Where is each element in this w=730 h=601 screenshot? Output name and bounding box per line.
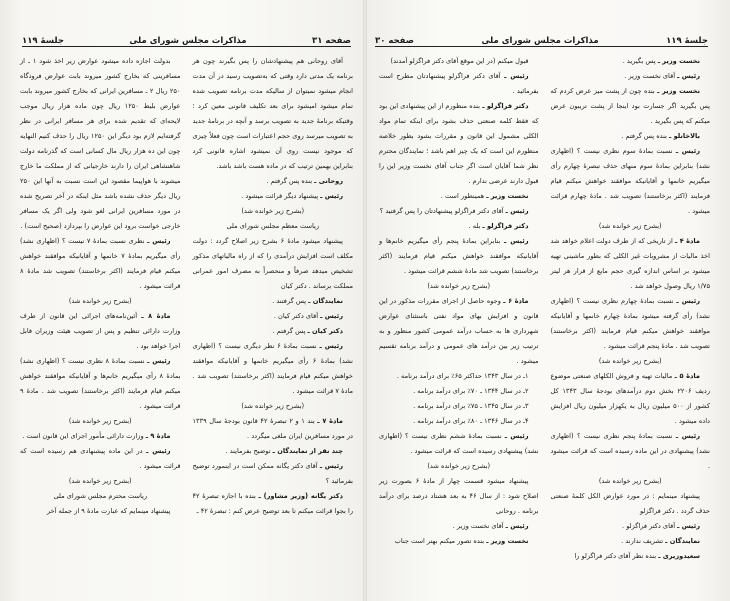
paragraph xyxy=(551,54,711,69)
paragraph xyxy=(193,174,354,189)
paragraph-text: بند ۱ و ۲ تبصرهٔ ۴۲ قانون بودجهٔ سال ۱۳۳۹ در مورد مسافرین ایران ملغی میگردد . xyxy=(192,417,353,440)
paragraph xyxy=(551,429,711,474)
paragraph xyxy=(551,144,711,219)
paragraph-text: پیشنهاد میشود قسمت چهار از مادهٔ ۶ بصورت زیر اصلاح شود : از سال ۴۶ به بعد هشتاد درصد برای درآمد برنامه . روحانی xyxy=(379,477,539,515)
paragraph xyxy=(379,69,539,99)
right-page-outer-column xyxy=(551,54,711,561)
speaker-name: رئیس ـ xyxy=(675,432,700,440)
speaker-name: مادهٔ ۴ ـ xyxy=(675,237,700,245)
speaker-name: نخست وزیر ـ xyxy=(486,537,529,545)
speaker-name: رئیس ـ xyxy=(146,447,171,455)
paragraph xyxy=(379,369,539,384)
speaker-name: دکتر یگانه (وزیر مشاور) ـ xyxy=(258,492,343,500)
speaker-name: نخست وزیر ـ xyxy=(657,57,700,65)
paragraph-text: قبول میکنم (در این موقع آقای دکتر فراگزلو آمدند) xyxy=(390,57,529,65)
paragraph-text: پس بگیرید . xyxy=(622,57,658,65)
paragraph xyxy=(379,414,539,429)
speaker-name: رئیس ـ xyxy=(504,237,529,245)
speaker-name: مادهٔ ۷ ـ xyxy=(317,417,343,425)
paragraph-text: (بشرح زیر خوانده شد) xyxy=(427,462,491,470)
paragraph-text: ریاست محترم مجلس شورای ملی xyxy=(53,492,148,500)
centered-note xyxy=(379,279,539,294)
left-page-columns xyxy=(20,54,353,561)
paragraph-text: نسبت بمادهٔ ششم نظری نیست ؟ (اظهاری نشد) پیشنهادی رسیده است که قرائت میشود . xyxy=(379,432,539,455)
paragraph xyxy=(20,504,181,519)
paragraph-text: از تاریخی که از طرف دولت اعلام خواهد شد اخذ مالیات از مشروبات غیر الکلی که بطور ماشینی تهیه میشود بر اساس اندازه گیری حجم مایع از قرار هر لیتر ۱/۷۵ ریال وصول خواهد شد . xyxy=(550,237,710,290)
paragraph-text: بنده پس گرفتم . xyxy=(621,132,670,140)
paragraph xyxy=(193,459,354,489)
paragraph xyxy=(551,489,711,519)
paragraph-text: (بشرح زیر خوانده شد) xyxy=(68,417,132,425)
centered-note xyxy=(20,474,181,489)
speaker-name: دکتر فراگزلو ـ xyxy=(482,222,529,230)
paragraph-text: آقای دکتر فراگزلو پیشنهادتان را پس گرفتید ؟ xyxy=(379,207,506,215)
paragraph xyxy=(20,354,181,414)
paragraph xyxy=(379,99,539,189)
speaker-name: نمایندگان ـ xyxy=(665,537,700,545)
speaker-name: سعیدوزیری ـ xyxy=(658,552,700,560)
paragraph xyxy=(193,414,354,444)
page-number: صفحه ۳۰ xyxy=(375,36,414,46)
speaker-name: رئیس ـ xyxy=(505,207,529,215)
centered-note xyxy=(551,474,711,489)
paragraph xyxy=(379,234,539,279)
paragraph xyxy=(551,534,711,549)
speaker-name: رئیس ـ xyxy=(675,147,701,155)
paragraph xyxy=(379,519,539,534)
paragraph xyxy=(193,309,354,324)
speaker-name: مادهٔ ۶ ـ xyxy=(503,297,529,305)
paragraph-text: آقای دکتر یگانه ممکن است در اینمورد توضیح بفرمائید ؟ xyxy=(192,462,353,485)
paragraph-text: نظری نسبت بمادهٔ ۷ نیست ؟ (اظهاری نشد) رأی میگیریم بمادهٔ ۷ خانمها و آقایانیکه موافقند خواهش میکنم قیام فرمایند (اکثر برخاستند) تصویب شد مادهٔ ۸ قرائت میشود . xyxy=(20,237,181,290)
centered-note xyxy=(193,399,354,414)
speaker-name: نمایندگان ـ xyxy=(308,297,343,305)
speaker-name: نخست وزیر ـ xyxy=(486,192,529,200)
paragraph-text: نسبت بمادهٔ ۸ نظری نیست ؟ (اظهاری نشد) بمادهٔ ۸ رأی میگیریم خانم‌ها و آقایانیکه موافقند خواهش میکنم قیام فرمایند (اکثر برخاستند) تصویب شد . مادهٔ ۹ قرائت میشود . xyxy=(20,357,181,410)
paragraph-text: نسبت بمادهٔ سوم نظری نیست ؟ (اظهاری نشد) بنابراین بمادهٔ سوم منهای حذف تبصرهٔ چهارم رأی میگیریم خانمها و آقایانیکه موافقند خواهش میکنم قیام فرمایند (اکثر برخاستند) تصویب شد . مادهٔ چهارم قرائت میشود . xyxy=(550,147,710,215)
speaker-name: مادهٔ ۵ ـ xyxy=(674,372,700,380)
paragraph xyxy=(379,534,539,549)
paragraph xyxy=(551,129,711,144)
centered-note xyxy=(551,219,711,234)
speaker-name: دکتر کیان ـ xyxy=(307,327,343,335)
paragraph xyxy=(379,204,539,219)
right-page-header xyxy=(375,32,708,47)
paragraph-text: آقای نخست وزیر . xyxy=(452,522,506,530)
right-page-columns xyxy=(379,54,710,561)
paragraph-text: آقای دکتر فراگزلو . xyxy=(622,522,678,530)
speaker-name: نخست وزیر ـ xyxy=(657,87,700,95)
paragraph-text: نسبت بمادهٔ ۶ نظر دیگری نیست ؟ (اظهاری نشد) بمادهٔ ۶ رأی میگیریم خانمها و آقایانیکه موافقند خواهش میکنم قیام فرمایند (اکثر برخاستند) تصویب شد . مادهٔ ۷ قرائت میشود . xyxy=(192,342,354,395)
paragraph-text: (بشرح زیر خوانده شد) xyxy=(598,357,662,365)
speaker-name: رئیس ـ xyxy=(319,462,343,470)
running-title: مذاکرات مجلس شورای ملی xyxy=(129,36,247,46)
paragraph-text: آقای دکتر کیان . xyxy=(273,312,321,320)
left-page-inner-column xyxy=(193,54,354,561)
speaker-name: دکتر فراگزلو ـ xyxy=(482,102,529,110)
speaker-name: رئیس ـ xyxy=(320,312,343,320)
speaker-name: رئیس ـ xyxy=(504,72,529,80)
paragraph-text: توضیح بفرمایند . xyxy=(225,447,273,455)
paragraph-text: (بشرح زیر خوانده شد) xyxy=(68,477,132,485)
paragraph-text: مالیات تهیه و فروش الکلهای صنعتی موضوع ردیف ۲۲۰۶ بخش دوم درآمدهای بودجهٔ سال ۱۳۴۳ کل کشور از ۵۰۰ میلیون ریال به یکهزار میلیون ریال افزایش داده میشود . xyxy=(550,372,711,425)
paragraph xyxy=(379,399,539,414)
speaker-name: بالاخانلو ـ xyxy=(669,132,700,140)
paragraph-text: پیشنهاد مینمایم که عبارت مادهٔ ۹ از جمله آخر xyxy=(46,507,171,515)
paragraph-text: پیشنهاد میشود مادهٔ ۶ بشرح زیر اصلاح گردد : دولت مکلف است افزایش درآمدی را که از راه مالیاتهای مذکور تشخیص میدهد صرفاً و منحصراً به مصرف امور عمرانی مملکت برساند . دکتر کیان xyxy=(192,237,353,290)
paragraph-text: وزارت دارائی مأمور اجرای این قانون است . xyxy=(22,432,146,440)
paragraph xyxy=(20,444,181,474)
paragraph-text: آقای نخست وزیر . xyxy=(624,72,678,80)
paragraph-text: آقای دکتر فراگزلو پیشنهادتان مطرح است بفرمائید . xyxy=(379,72,539,95)
paragraph xyxy=(379,384,539,399)
paragraph-text: تشریف ندارند . xyxy=(621,537,666,545)
paragraph xyxy=(193,54,354,174)
paragraph-text: بنده تصور میکنم بهتر است جناب xyxy=(394,537,487,545)
speaker-name: رئیس ـ xyxy=(147,237,171,245)
running-title: مذاکرات مجلس شورای ملی xyxy=(481,36,599,46)
paragraph-text: (بشرح زیر خوانده شد) xyxy=(241,402,305,410)
speaker-name: رئیس ـ xyxy=(319,342,343,350)
centered-note xyxy=(379,459,539,474)
speaker-name: روحانی ـ xyxy=(314,177,343,185)
right-page xyxy=(365,0,730,601)
paragraph-text: بنده پس گرفتم . xyxy=(266,177,315,185)
left-page-outer-column xyxy=(20,54,181,561)
centered-note xyxy=(20,489,181,504)
paragraph-text: پس گرفتند . xyxy=(272,297,309,305)
paragraph xyxy=(551,549,711,564)
speaker-name: چند نفر از نمایندگان ـ xyxy=(272,447,343,455)
centered-note xyxy=(551,354,711,369)
centered-note xyxy=(20,414,181,429)
paragraph xyxy=(193,339,354,399)
paragraph xyxy=(193,489,354,519)
speaker-name: رئیس ـ xyxy=(504,432,529,440)
session-number: جلسهٔ ۱۱۹ xyxy=(22,36,64,46)
session-number: جلسهٔ ۱۱۹ xyxy=(666,36,708,46)
paragraph xyxy=(379,474,539,519)
paragraph xyxy=(20,54,181,234)
paragraph xyxy=(20,309,181,354)
page-number: صفحه ۳۱ xyxy=(312,36,351,46)
paragraph-text: نسبت بمادهٔ چهارم نظری نیست ؟ (اظهاری نشد) رأی گرفته میشود بمادهٔ چهارم خانمها و آقایانیکه موافقند خواهش میکنم قیام فرمایند (اکثر برخاستند) تصویب شد . مادهٔ پنجم قرائت میشود . xyxy=(550,297,710,350)
paragraph xyxy=(193,444,354,459)
speaker-name: مادهٔ ۸ ـ xyxy=(141,312,171,320)
paragraph-text: پس گرفتم . xyxy=(272,327,308,335)
paragraph-text: بله . xyxy=(468,222,483,230)
paragraph-text: (بشرح زیر خوانده شد) xyxy=(68,297,132,305)
centered-note xyxy=(193,204,354,219)
speaker-name: رئیس ـ xyxy=(677,522,700,530)
book-gutter xyxy=(363,0,367,601)
paragraph-text: در این ماده پیشنهادی هم رسیده است که قرائت میشود . xyxy=(20,447,181,470)
paragraph-text: (بشرح زیر خوانده شد) xyxy=(598,477,662,485)
paragraph xyxy=(551,294,711,354)
paragraph xyxy=(379,54,539,69)
paragraph-text: (بشرح زیر خوانده شد) xyxy=(427,282,491,290)
paragraph-text: بنده نظر آقای دکتر فراگزلو را xyxy=(574,552,659,560)
speaker-name: رئیس ـ xyxy=(676,297,701,305)
centered-note xyxy=(20,294,181,309)
paragraph-text: (بشرح زیر خوانده شد) xyxy=(598,222,662,230)
paragraph-text: (بشرح زیر خوانده شد) xyxy=(241,207,305,215)
paragraph xyxy=(379,189,539,204)
paragraph-text: پیشنهاد دیگر قرائت میشود . xyxy=(241,192,321,200)
paragraph xyxy=(551,84,711,129)
paragraph-text: بدولت اجازه داده میشود عوارض زیر اخذ شود ۱ ـ از مسافرینی که بخارج کشور میروند بابت عوارض فرودگاه ۲۵۰ ریال ۲ ـ مسافرین ایرانی که بخارج کشور میروند بابت عوارض بلیط ۱۲۵۰ ریال چون ماده هزار ریال موجب لایحه‌ای که تقدیم شده برای هر مسافر ایرانی در نظر گرفته‌ایم لازم بود دیگر این ۱۲۵۰ ریال را حذف کنیم النهایه چون این ده هزار ریال مال کسانی است که گذرنامه دولت شاهنشاهی ایران را دارند خارجیانی که از مملکت ما خارج میشوند با هواپیما مقصود این است نسبت به آنها این ۲۵۰ ریال دیگر حذف نشده باشد مثل اینکه در آخر تصریح شده در مورد مسافرین ایرانی لغو شود ولی اگر یک مسافر خارجی خواست برود این عوارض را بپردازد (صحیح است) . xyxy=(20,57,181,230)
paragraph-text: بنده چون از پشت میز عرض کردم که پس بگیرید اگر جسارت بود اینجا از پشت تریبون عرض میکنم که پس بگیرید . xyxy=(550,87,710,125)
paragraph-text: ۲ـ در سال ۱۳۴۴ ـ ۷۰٪ برای درآمد برنامه . xyxy=(413,387,529,395)
paragraph xyxy=(193,234,354,294)
paragraph-text: بنده با اجازه تبصرهٔ ۴۲ را بجوا قرائت میکنم تا بعد توضیح عرض کنم : تبصرهٔ ۴۲ ـ xyxy=(192,492,353,515)
paragraph-text: آقای روحانی هم پیشنهادشان را پس بگیرند چون هر برنامه یک مدتی دارد وقتی که به‌تصویب رسید در آن مدت انجام میشود نمیتوان از سالیکه مدت برنامه تصویب شده تمام میشود امیشود برای بعد تکلیف قانونی معین کرد ؛ وقتیکه برنامهٔ جدید به تصویب برسد و آنچه در برنامهٔ جدید به تصویب میرسد روی حجم اعتبارات است چون فعلاً چیزی که موجود نیست روی آن نمیشود اشاره قانونی کرد بنابراین بهمین ترتیب که در ماده هست باشد باشد. xyxy=(192,57,353,170)
paragraph-text: نسبت بمادهٔ پنجم نظری نیست ؟ (اظهاری نشد) پیشنهادی در این ماده رسیده است که قرائت میشود . xyxy=(550,432,710,470)
speaker-name: رئیس ـ xyxy=(505,522,529,530)
paragraph xyxy=(20,429,181,444)
paragraph-text: بنده منظورم از این پیشنهادی این بود که فقط کلمه صنعتی حذف بشود برای اینکه تمام مواد الکلی مشمول این قانون و مقررات بشود بطور خلاصه منظورم این است که یک چیز اهم باشد ؛ نمایندگان محترم نظر شما آقایان است اگر جناب آقای نخست وزیر این را قبول دارند عرضی ندارم . xyxy=(379,102,539,185)
paragraph xyxy=(193,294,354,309)
speaker-name: رئیس ـ xyxy=(320,192,343,200)
paragraph xyxy=(551,519,711,534)
paragraph-text: وجوه حاصل از اجرای مقررات مذکور در این قانون و افزایش بهای مواد نفتی باستثنای عوارض شهرداری ها به حساب درآمد عمومی کشور منظور و به ترتیب زیر بین درآمد های عمومی و درآمد برنامه تقسیم میشود . xyxy=(379,297,539,365)
speaker-name: مادهٔ ۹ ـ xyxy=(145,432,171,440)
paragraph xyxy=(379,219,539,234)
paragraph-text: ریاست معظم مجلس شورای ملی xyxy=(226,222,320,230)
paragraph xyxy=(193,189,354,204)
paragraph xyxy=(551,69,711,84)
paragraph-text: ۴ـ در سال ۱۳۴۶ ـ ۸۰٪ برای درآمد برنامه . xyxy=(413,417,529,425)
paragraph-text: بنابراین بمادهٔ پنجم رأی میگیریم خانم‌ها و آقایانیکه موافقند خواهش میکنم قیام فرمایند (اکثر برخاستند) تصویب شد مادهٔ ششم قرائت میشود . xyxy=(379,237,539,275)
paragraph xyxy=(551,234,711,294)
left-page-header xyxy=(22,32,351,47)
paragraph-text: آئین‌نامه‌های اجرائی این قانون از طرف وزارت دارائی تنظیم و پس از تصویب هیئت وزیران قابل اجرا خواهد بود . xyxy=(20,312,181,350)
paragraph-text: ۳ـ در سال ۱۳۴۵ ـ ۷۵٪ برای درآمد برنامه . xyxy=(413,402,529,410)
paragraph-text: همینطور است . xyxy=(440,192,487,200)
paragraph xyxy=(20,234,181,294)
paragraph xyxy=(551,369,711,429)
speaker-name: رئیس ـ xyxy=(147,357,171,365)
paragraph xyxy=(193,324,354,339)
paragraph xyxy=(379,294,539,369)
centered-note xyxy=(193,219,354,234)
right-page-inner-column xyxy=(379,54,539,561)
paragraph-text: ۱ـ در سال ۱۳۴۳ حداکثر ۶۵٪ برای درآمد برنامه . xyxy=(396,372,529,380)
speaker-name: رئیس ـ xyxy=(677,72,700,80)
paragraph-text: پیشنهاد مینمایم : در مورد عوارض الکل کلمهٔ صنعتی حذف گردد . دکتر فراگزلو xyxy=(550,492,710,515)
paragraph xyxy=(379,429,539,459)
